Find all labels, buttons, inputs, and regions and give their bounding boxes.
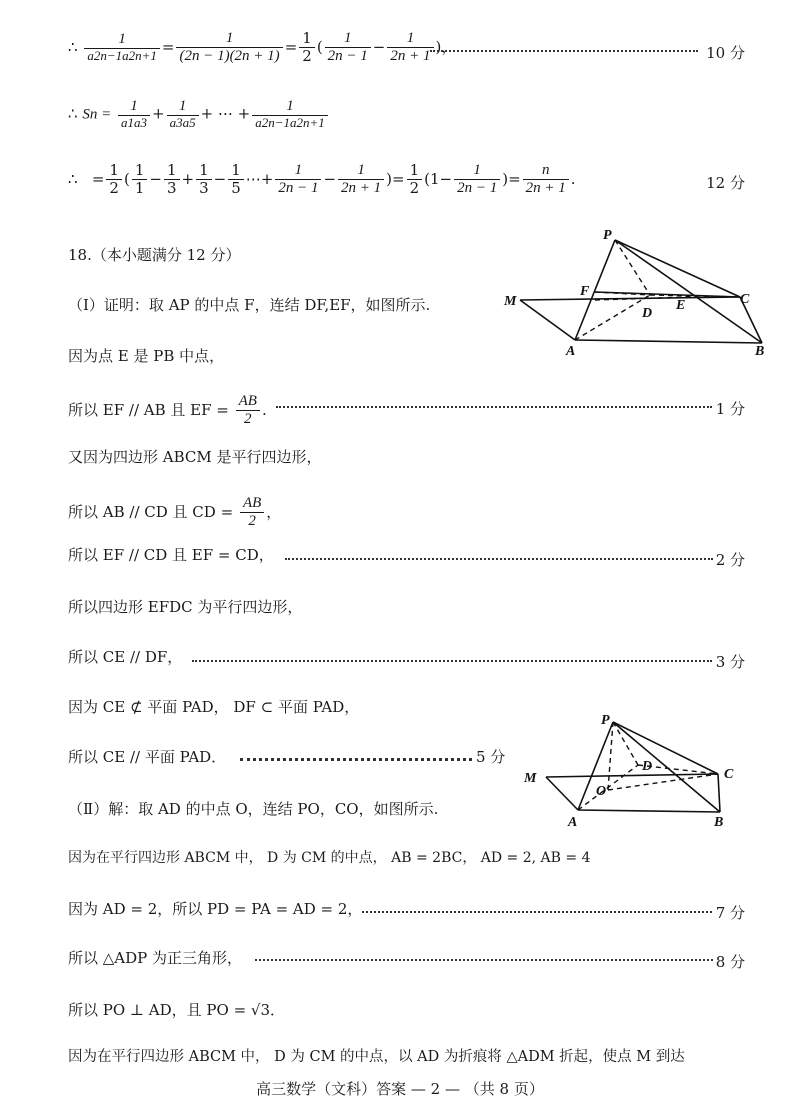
- proof-line: 因为 CE ⊄ 平面 PAD， DF ⊂ 平面 PAD，: [68, 698, 360, 716]
- label-C: C: [740, 292, 750, 307]
- part1-intro: （Ⅰ）证明：取 AP 的中点 F，连结 DF,EF，如图所示.: [68, 296, 431, 314]
- therefore-symbol: ∴: [68, 37, 78, 56]
- leader-dots: [362, 911, 712, 913]
- proof-line: 所以 CE // 平面 PAD．: [68, 748, 227, 766]
- fraction: $\frac{1}{a2n-1a2n+1}$: [252, 98, 328, 131]
- proof-line: 因为 AD = 2，所以 PD = PA = AD = 2，: [68, 900, 363, 918]
- telescoping-line: ∴ = $\frac{1}{2}$ ( $\frac{1}{1}$ − $\frac{1}{3}$ + $\frac{1}{3}$ − $\frac{1}{5}$ ⋯+ $\frac{1}{2n - 1}$ − $\frac{1}{2n + 1}$ )= $\frac{1}{2}$ (1− $\frac{1}{2n - 1}$ )= $\frac{n}{2n + 1}$ .: [68, 161, 576, 198]
- label-P: P: [603, 228, 612, 243]
- label-M: M: [524, 771, 537, 786]
- score-3: 3 分: [715, 653, 745, 671]
- sn-line: ∴ Sn = $\frac{1}{a1a3}$ + $\frac{1}{a3a5}$ + ⋯ + $\frac{1}{a2n-1a2n+1}$: [68, 98, 330, 131]
- proof-line: 所以 AB // CD 且 CD = $\frac{AB}{2}$ ，: [68, 495, 282, 530]
- label-A: A: [566, 344, 576, 359]
- fraction: $\frac{AB}{2}$: [240, 495, 264, 531]
- leader-dots: [192, 660, 712, 662]
- score-1: 1 分: [715, 400, 745, 418]
- proof-line: 所以 EF // CD 且 EF = CD，: [68, 546, 274, 564]
- fraction: $\frac{1}{2n + 1}$: [387, 30, 433, 66]
- problem-title: 18.（本小题满分 12 分）: [68, 246, 241, 264]
- fraction: $\frac{AB}{2}$: [236, 393, 260, 429]
- leader-dots: [255, 959, 713, 961]
- fraction: $\frac{1}{a2n-1a2n+1}$: [84, 31, 160, 64]
- fraction: $\frac{1}{(2n - 1)(2n + 1)}$: [176, 30, 282, 66]
- label-A: A: [568, 815, 578, 830]
- proof-line: 所以 PO ⊥ AD，且 PO = √3．: [68, 1001, 286, 1019]
- page-footer: 高三数学（文科）答案 — 2 — （共 8 页）: [256, 1080, 544, 1098]
- proof-line: 所以 CE // DF，: [68, 648, 183, 666]
- score-8: 8 分: [715, 953, 745, 971]
- label-M: M: [504, 294, 517, 309]
- fraction: $\frac{1}{a1a3}$: [118, 98, 150, 131]
- leader-dots: [285, 558, 713, 560]
- sn-label: Sn =: [82, 106, 112, 123]
- part2-intro: （Ⅱ）解：取 AD 的中点 O，连结 PO，CO，如图所示.: [68, 800, 439, 818]
- label-B: B: [755, 344, 765, 359]
- label-E: E: [676, 298, 686, 313]
- leader-dots: [276, 406, 712, 408]
- label-C: C: [724, 767, 734, 782]
- fraction: $\frac{1}{2}$: [299, 30, 315, 66]
- proof-line: 因为点 E 是 PB 中点，: [68, 347, 225, 365]
- therefore-symbol: ∴: [68, 104, 78, 123]
- pyramid-figure-2: [518, 710, 748, 830]
- fraction: $\frac{1}{a3a5}$: [167, 98, 199, 131]
- label-F: F: [580, 284, 590, 299]
- score-7: 7 分: [715, 904, 745, 922]
- step-10-line: ∴ $\frac{1}{a2n-1a2n+1}$ = $\frac{1}{(2n - 1)(2n + 1)}$ = $\frac{1}{2}$ ( $\frac{1}{2n - 1}$ − $\frac{1}{2n + 1}$ )，: [68, 29, 457, 66]
- proof-line: 所以 △ADP 为正三角形，: [68, 949, 243, 967]
- score-2: 2 分: [715, 551, 745, 569]
- label-D: D: [642, 306, 653, 321]
- therefore-symbol: ∴: [68, 169, 78, 188]
- proof-line: 又因为四边形 ABCM 是平行四边形，: [68, 448, 322, 466]
- label-P: P: [601, 713, 610, 728]
- proof-line: 因为在平行四边形 ABCM 中， D 为 CM 的中点，以 AD 为折痕将 △ADM 折起，使点 M 到达: [68, 1049, 685, 1065]
- proof-line: 所以 EF // AB 且 EF = $\frac{AB}{2}$ .: [68, 393, 267, 428]
- leader-dots: [240, 758, 472, 761]
- proof-line: 因为在平行四边形 ABCM 中， D 为 CM 的中点， AB = 2BC， AD = 2, AB = 4: [68, 850, 591, 866]
- label-D: D: [642, 759, 653, 774]
- leader-dots: [430, 50, 698, 52]
- fraction: $\frac{1}{2n - 1}$: [325, 30, 371, 66]
- label-B: B: [714, 815, 724, 830]
- label-O: O: [596, 784, 607, 799]
- pyramid-figure-1: [500, 225, 780, 360]
- score-10: 10 分: [706, 44, 745, 62]
- score-5: 5 分: [476, 748, 506, 766]
- proof-line: 所以四边形 EFDC 为平行四边形，: [68, 598, 303, 616]
- score-12: 12 分: [706, 174, 745, 192]
